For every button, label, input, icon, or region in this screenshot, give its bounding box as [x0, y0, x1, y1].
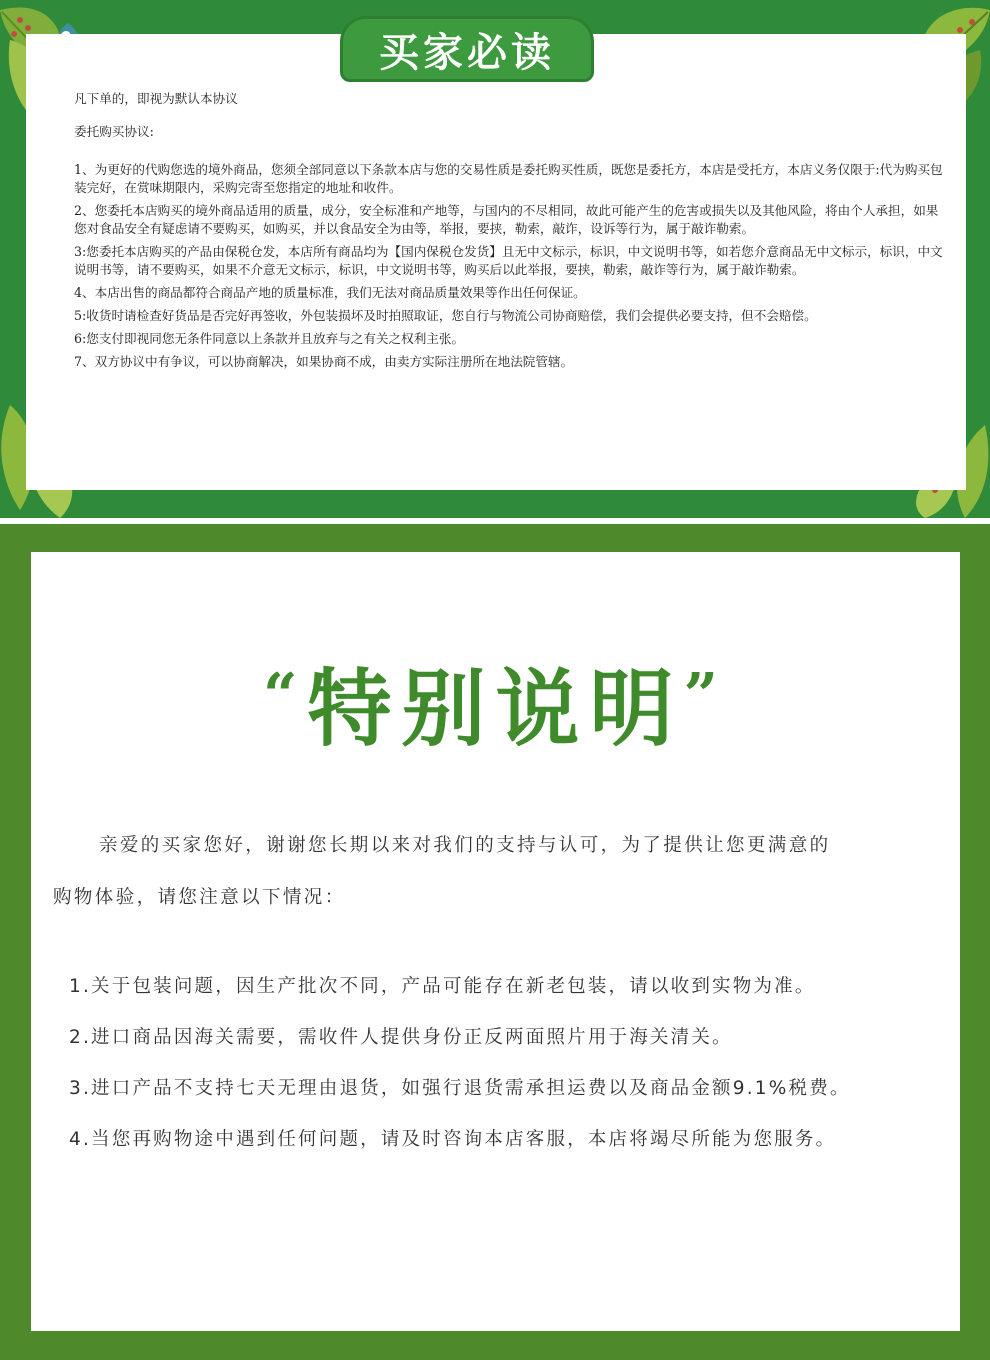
intro-line: 购物体验，请您注意以下情况：	[53, 887, 346, 908]
notice-item: 2.进口商品因海关需要，需收件人提供身份正反两面照片用于海关清关。	[69, 1027, 733, 1048]
buyer-notice-banner: 买家必读	[340, 16, 594, 82]
open-quote: “	[262, 661, 308, 731]
notice-item: 3.进口产品不支持七天无理由退货，如强行退货需承担运费以及商品金额9.1%税费。	[69, 1078, 851, 1099]
special-notice-intro	[53, 820, 938, 924]
special-notice-card	[31, 552, 960, 1331]
notice-item: 1.关于包装问题，因生产批次不同，产品可能存在新老包装，请以收到实物为准。	[69, 976, 816, 997]
agreement-clause: 6:您支付即视同您无条件同意以上条款并且放弃与之有关之权利主张。	[74, 331, 465, 346]
agreement-clause: 3:您委托本店购买的产品由保税仓发，本店所有商品均为【国内保税仓发货】且无中文标示，标识，中文说明书等，如若您介意商品无中文标示，标识，中文说明书等，请不要购买，如果不介意无文标示，标识，中文说明书等，购买后以此举报，要挟，勒索，敲诈等行为，属于敲诈勒索。	[74, 244, 943, 277]
notice-item: 4.当您再购物途中遇到任何问题，请及时咨询本店客服，本店将竭尽所能为您服务。	[69, 1129, 837, 1150]
agreement-clause: 1、为更好的代购您选的境外商品，您须全部同意以下条款本店与您的交易性质是委托购买性质，既您是委托方，本店是受托方，本店义务仅限于:代为购买包装完好，在赏味期限内，采购完寄至您指定的地址和收件。	[74, 162, 943, 195]
agreement-text	[74, 90, 944, 371]
special-notice-title: 特别说明	[307, 660, 684, 758]
agreement-clause: 5:收货时请检查好货品是否完好再签收，外包装损坏及时拍照取证，您自行与物流公司协商赔偿，我们会提供必要支持，但不会赔偿。	[74, 308, 817, 323]
agreement-clause: 2、您委托本店购买的境外商品适用的质量，成分，安全标准和产地等，与国内的不尽相同，故此可能产生的危害或损失以及其他风险，将由个人承担，如果您对食品安全有疑虑请不要购买，如购买，并以食品安全为由等，举报，要挟，勒索，敲诈，设诉等行为，属于敲诈勒索。	[74, 203, 939, 236]
default-agreement-line: 凡下单的，即视为默认本协议	[74, 91, 238, 106]
buyer-notice-panel	[0, 0, 990, 518]
agreement-title: 委托购买协议:	[74, 124, 154, 139]
agreement-clause: 7、双方协议中有争议，可以协商解决，如果协商不成，由卖方实际注册所在地法院管辖。	[74, 354, 574, 369]
close-quote: ”	[683, 661, 729, 731]
special-notice-heading	[31, 642, 960, 763]
special-notice-list	[69, 976, 959, 1180]
intro-line: 亲爱的买家您好，谢谢您长期以来对我们的支持与认可，为了提供让您更满意的	[99, 835, 831, 856]
special-notice-panel	[0, 524, 990, 1360]
agreement-clause: 4、本店出售的商品都符合商品产地的质量标准，我们无法对商品质量效果等作出任何保证。	[74, 285, 586, 300]
